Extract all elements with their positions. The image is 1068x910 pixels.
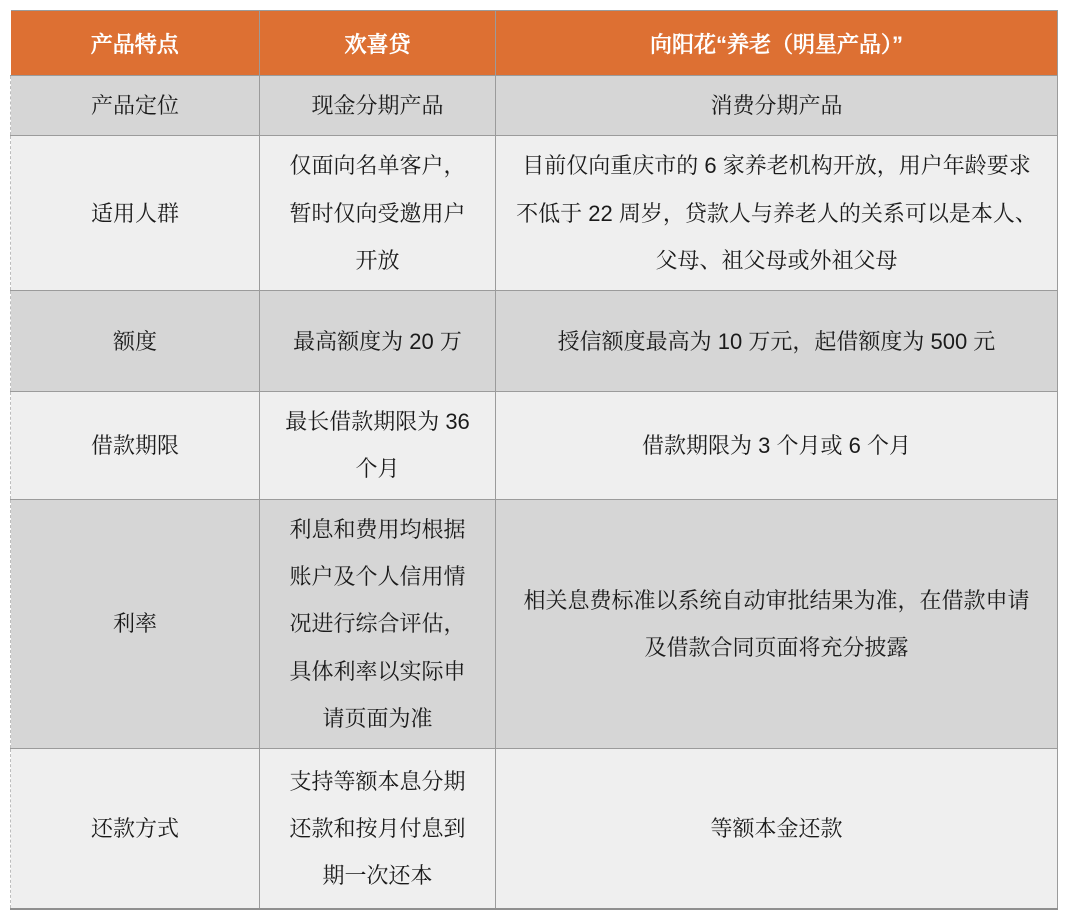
table-row-target-users bbox=[11, 136, 1058, 291]
table-row-credit-limit bbox=[11, 291, 1058, 392]
value-cell-huanxidai: 支持等额本息分期还款和按月付息到期一次还本 bbox=[260, 749, 496, 909]
value-cell-xiangyanghua: 目前仅向重庆市的 6 家养老机构开放，用户年龄要求不低于 22 周岁，贷款人与养老人的关系可以是本人、父母、祖父母或外祖父母 bbox=[496, 136, 1058, 291]
value-cell-xiangyanghua: 消费分期产品 bbox=[496, 76, 1058, 136]
product-comparison-table bbox=[10, 10, 1058, 910]
header-cell-product-features: 产品特点 bbox=[11, 11, 260, 76]
table-row-loan-term bbox=[11, 392, 1058, 500]
table-row-repayment-method bbox=[11, 749, 1058, 909]
row-label-cell: 利率 bbox=[11, 499, 260, 748]
row-label-cell: 适用人群 bbox=[11, 136, 260, 291]
header-cell-xiangyanghua-pension: 向阳花“养老（明星产品）” bbox=[496, 11, 1058, 76]
value-cell-huanxidai: 最高额度为 20 万 bbox=[260, 291, 496, 392]
value-cell-huanxidai: 仅面向名单客户，暂时仅向受邀用户开放 bbox=[260, 136, 496, 291]
value-cell-huanxidai: 现金分期产品 bbox=[260, 76, 496, 136]
row-label-cell: 额度 bbox=[11, 291, 260, 392]
row-label-cell: 借款期限 bbox=[11, 392, 260, 500]
value-cell-xiangyanghua: 授信额度最高为 10 万元，起借额度为 500 元 bbox=[496, 291, 1058, 392]
value-cell-xiangyanghua: 相关息费标准以系统自动审批结果为准，在借款申请及借款合同页面将充分披露 bbox=[496, 499, 1058, 748]
value-cell-huanxidai: 利息和费用均根据账户及个人信用情况进行综合评估，具体利率以实际申请页面为准 bbox=[260, 499, 496, 748]
value-cell-huanxidai: 最长借款期限为 36 个月 bbox=[260, 392, 496, 500]
header-cell-huanxidai: 欢喜贷 bbox=[260, 11, 496, 76]
value-cell-xiangyanghua: 借款期限为 3 个月或 6 个月 bbox=[496, 392, 1058, 500]
value-cell-xiangyanghua: 等额本金还款 bbox=[496, 749, 1058, 909]
row-label-cell: 还款方式 bbox=[11, 749, 260, 909]
header-row bbox=[11, 11, 1058, 76]
table-row-product-positioning bbox=[11, 76, 1058, 136]
row-label-cell: 产品定位 bbox=[11, 76, 260, 136]
table-row-interest-rate bbox=[11, 499, 1058, 748]
